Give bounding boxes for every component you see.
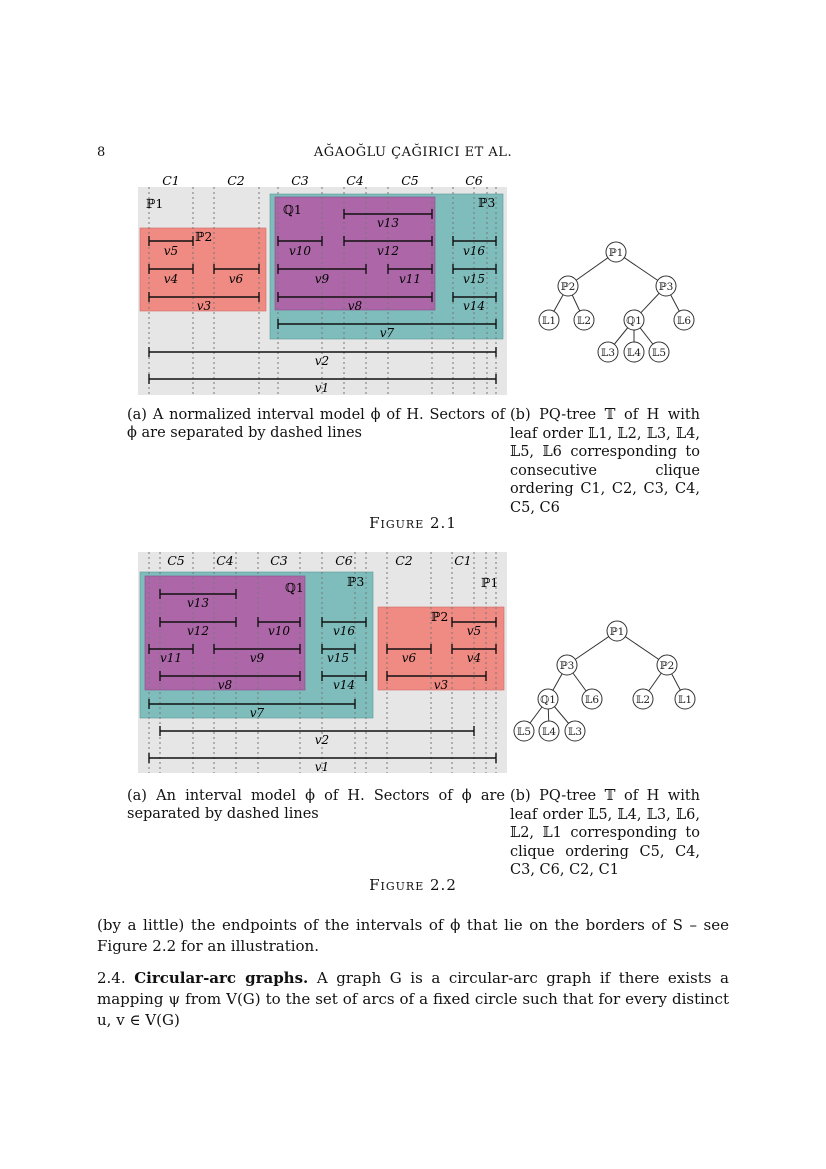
sector-label: C4 [216,553,234,568]
interval-label: v4 [163,272,179,286]
figure-label-2-1: Figure 2.1 [369,514,457,532]
area-label: ℚ1 [283,202,302,217]
interval-label: v15 [326,651,350,665]
pq-tree-1-edges [549,252,684,352]
tree-node-label: ℙ1 [608,247,624,259]
interval-label: v8 [347,299,363,313]
tree-node-label: 𝕃5 [516,726,532,738]
sector-label: C2 [227,173,245,188]
tree-node-label: ℙ3 [658,281,674,293]
interval-label: v1 [314,381,330,395]
tree-node-label: 𝕃2 [576,315,592,327]
interval-label: v8 [217,678,233,692]
sector-label: C2 [395,553,413,568]
tree-node-label: ℚ1 [626,315,642,327]
area-label: ℙ3 [347,574,365,589]
interval-label: v4 [466,651,482,665]
interval-label: v9 [249,651,265,665]
interval-label: v7 [379,326,395,340]
sector-label: C5 [167,553,185,568]
interval-label: v2 [314,354,330,368]
area-label: ℙ1 [146,196,164,211]
interval-label: v12 [376,244,400,258]
tree-node-label: 𝕃5 [651,347,667,359]
sector-label: C3 [291,173,309,188]
tree-node-label: 𝕃2 [635,694,651,706]
section-paragraph [97,968,729,1031]
running-title: AĞAOĞLU ÇAĞIRICI ET AL. [313,145,513,160]
page-number: 8 [97,145,106,160]
tree-node-label: 𝕃6 [584,694,600,706]
section-text: A graph G is a circular-arc graph if there exists a mapping ψ from V(G) to the set of arcs of a fixed circle such that for every distinct u, v ∈ V(G) [97,969,729,1029]
tree-node-label: ℙ2 [659,660,675,672]
caption-2-1-b: (b) PQ-tree 𝕋 of H with leaf order 𝕃1, 𝕃2, 𝕃3, 𝕃4, 𝕃5, 𝕃6 corresponding to consecutive clique ordering C1, C2, C3, C4, C5, C6 [510,407,700,516]
tree-node-label: 𝕃4 [626,347,642,359]
tree-node-label: 𝕃4 [541,726,557,738]
interval-label: v1 [314,760,330,774]
area-label: ℙ2 [195,229,213,244]
interval-label: v11 [398,272,422,286]
sector-label: C4 [346,173,364,188]
interval-label: v13 [186,596,210,610]
tree-node-label: ℚ1 [540,694,556,706]
area-label: ℚ1 [285,580,304,595]
sector-label: C3 [270,553,288,568]
sector-label: C5 [401,173,419,188]
section-number: 2.4. [97,969,126,987]
tree-node-label: ℙ3 [559,660,575,672]
area-label: ℙ1 [481,575,499,590]
interval-label: v2 [314,733,330,747]
interval-label: v7 [249,706,265,720]
tree-node-label: ℙ2 [560,281,576,293]
section-heading: Circular-arc graphs. [134,969,309,987]
interval-label: v13 [376,216,400,230]
interval-label: v6 [228,272,244,286]
interval-label: v3 [433,678,449,692]
interval-label: v5 [163,244,179,258]
interval-label: v12 [186,624,210,638]
caption-2-2-a: (a) An interval model ϕ of H. Sectors of ϕ are separated by dashed lines [127,788,505,822]
tree-node-label: 𝕃1 [541,315,557,327]
sector-label: C1 [454,553,472,568]
interval-label: v16 [332,624,356,638]
interval-label: v11 [159,651,183,665]
tree-node-label: 𝕃3 [600,347,616,359]
figure-label-2-2: Figure 2.2 [369,876,457,894]
interval-label: v14 [462,299,486,313]
paragraph: (by a little) the endpoints of the intervals of ϕ that lie on the borders of S – see Figure 2.2 for an illustration. [97,916,729,955]
interval-label: v6 [401,651,417,665]
interval-label: v5 [466,624,482,638]
interval-label: v10 [288,244,312,258]
interval-label: v9 [314,272,330,286]
tree-node-label: ℙ1 [609,626,625,638]
tree-node-label: 𝕃6 [676,315,692,327]
pq-tree-2-edges [524,631,685,731]
interval-label: v10 [267,624,291,638]
area-label: ℙ3 [478,195,496,210]
interval-label: v3 [196,299,212,313]
caption-2-1-a: (a) A normalized interval model ϕ of H. Sectors of ϕ are separated by dashed lines [127,407,505,441]
caption-2-2-b: (b) PQ-tree 𝕋 of H with leaf order 𝕃5, 𝕃4, 𝕃3, 𝕃6, 𝕃2, 𝕃1 corresponding to clique ordering C5, C4, C3, C6, C2, C1 [510,788,700,878]
tree-node-label: 𝕃1 [677,694,693,706]
interval-label: v14 [332,678,356,692]
sector-label: C6 [335,553,353,568]
area-label: ℙ2 [431,609,449,624]
sector-label: C6 [465,173,483,188]
tree-node-label: 𝕃3 [567,726,583,738]
sector-label: C1 [162,173,180,188]
interval-label: v15 [462,272,486,286]
interval-label: v16 [462,244,486,258]
